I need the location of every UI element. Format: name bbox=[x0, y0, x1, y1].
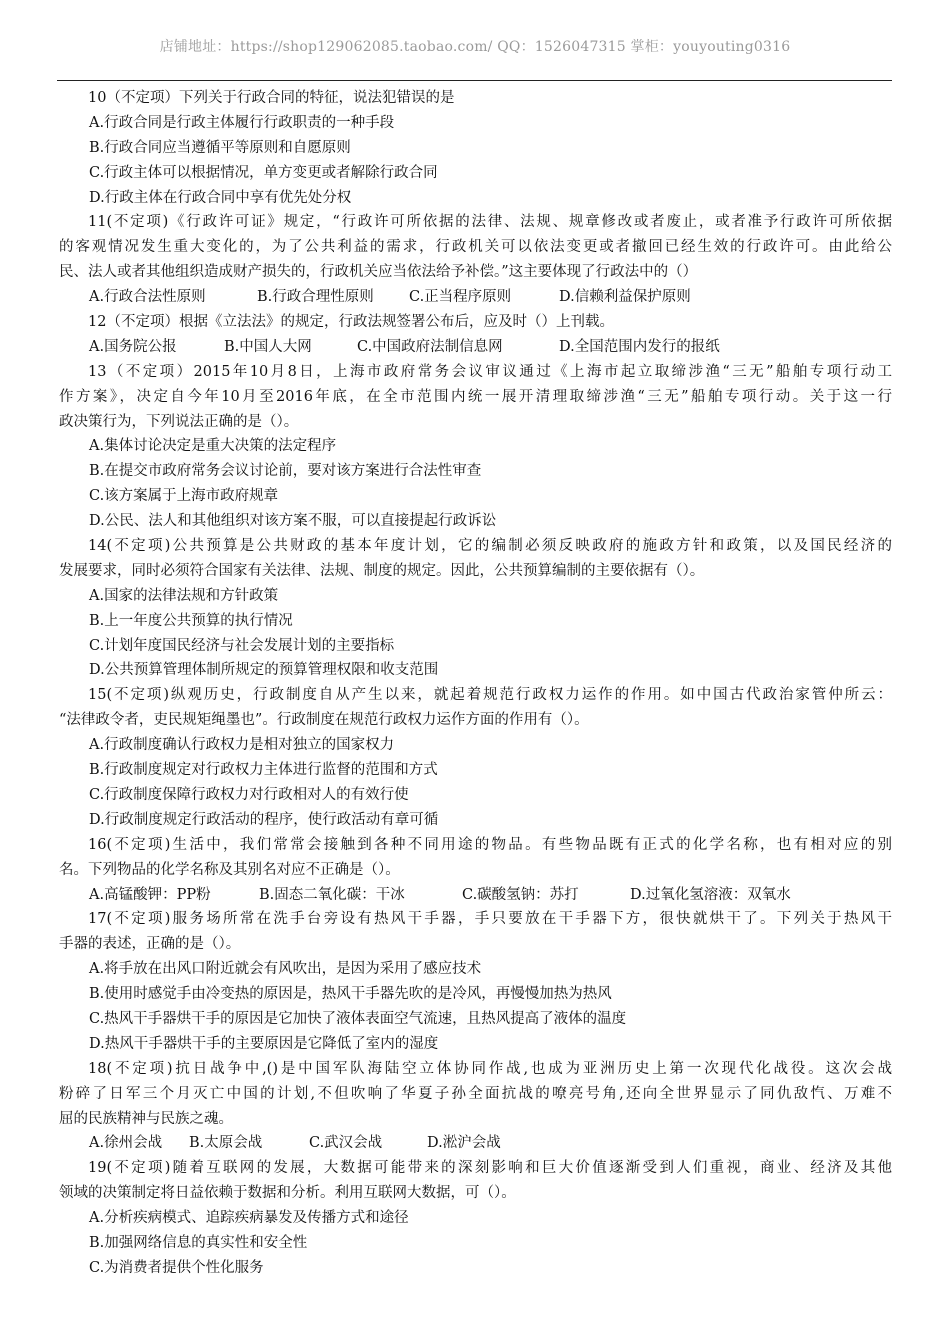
question-18-options bbox=[59, 1131, 892, 1156]
question-14-option-a: A.国家的法律法规和方针政策 bbox=[89, 587, 279, 604]
question-15-option-d: D.行政制度规定行政活动的程序，使行政活动有章可循 bbox=[89, 811, 439, 828]
question-16-option-b: B.固态二氧化碳：干冰 bbox=[259, 886, 405, 903]
question-11-option-d: D.信赖利益保护原则 bbox=[559, 289, 691, 306]
question-14-option-b: B.上一年度公共预算的执行情况 bbox=[89, 612, 293, 629]
question-14-option-c: C.计划年度国民经济与社会发展计划的主要指标 bbox=[89, 637, 395, 654]
question-15-option-a: A.行政制度确认行政权力是相对独立的国家权力 bbox=[89, 737, 395, 754]
question-12-option-c: C.中国政府法制信息网 bbox=[357, 338, 503, 355]
question-11-option-c: C.正当程序原则 bbox=[409, 289, 512, 306]
question-16-option-a: A.高锰酸钾：PP粉 bbox=[89, 886, 211, 903]
question-18-stem-line-3: 屈的民族精神与民族之魂。 bbox=[59, 1110, 233, 1127]
question-10-option-c: C.行政主体可以根据情况，单方变更或者解除行政合同 bbox=[89, 164, 438, 181]
question-list bbox=[59, 86, 892, 1281]
question-13-option-b: B.在提交市政府常务会议讨论前，要对该方案进行合法性审查 bbox=[89, 463, 482, 480]
question-18-option-b: B.太原会战 bbox=[189, 1135, 263, 1152]
question-15-stem-line-1: 15(不定项)纵观历史，行政制度自从产生以来，就起着规范行政权力运作的作用。如中国古代政治家管仲所云： bbox=[88, 687, 892, 704]
question-17-stem-line-1: 17(不定项)服务场所常在洗手台旁设有热风干手器，手只要放在干手器下方，很快就烘干了。下列关于热风干 bbox=[88, 911, 892, 928]
question-19-option-c: C.为消费者提供个性化服务 bbox=[89, 1259, 264, 1276]
question-10-option-d: D.行政主体在行政合同中享有优先处分权 bbox=[89, 189, 352, 206]
question-11-option-a: A.行政合法性原则 bbox=[89, 289, 206, 306]
question-11-options bbox=[59, 285, 892, 310]
question-16-options bbox=[59, 883, 892, 908]
question-16-option-d: D.过氧化氢溶液：双氧水 bbox=[630, 886, 791, 903]
question-17-option-b: B.使用时感觉手由冷变热的原因是，热风干手器先吹的是冷风，再慢慢加热为热风 bbox=[89, 986, 612, 1003]
question-17-option-c: C.热风干手器烘干手的原因是它加快了液体表面空气流速，且热风提高了液体的温度 bbox=[89, 1010, 627, 1027]
question-14-option-d: D.公共预算管理体制所规定的预算管理权限和收支范围 bbox=[89, 662, 439, 679]
question-12-option-d: D.全国范围内发行的报纸 bbox=[559, 338, 720, 355]
question-12-stem: 12（不定项）根据《立法法》的规定，行政法规签署公布后，应及时（）上刊载。 bbox=[88, 314, 614, 331]
question-18-option-d: D.淞沪会战 bbox=[427, 1135, 501, 1152]
page-header: 店铺地址：https://shop129062085.taobao.com/ QQ：1526047315 掌柜：youyouting0316 bbox=[159, 39, 791, 55]
question-18-stem-line-1: 18(不定项)抗日战争中,()是中国军队海陆空立体协同作战,也成为亚洲历史上第一次现代化战役。这次会战 bbox=[88, 1060, 892, 1077]
question-17-stem-line-2: 手器的表述，正确的是（）。 bbox=[59, 936, 241, 953]
question-11-option-b: B.行政合理性原则 bbox=[257, 289, 374, 306]
question-12-options bbox=[59, 335, 892, 360]
question-11-stem-line-3: 民、法人或者其他组织造成财产损失的，行政机关应当依法给予补偿。”这主要体现了行政法中的（） bbox=[59, 264, 698, 281]
question-11-stem-line-2: 的客观情况发生重大变化的，为了公共利益的需求，行政机关可以依法变更或者撤回已经生效的行政许可。由此给公 bbox=[59, 239, 892, 256]
question-19-option-a: A.分析疾病模式、追踪疾病暴发及传播方式和途径 bbox=[89, 1210, 409, 1227]
question-19-stem-line-1: 19(不定项)随着互联网的发展，大数据可能带来的深刻影响和巨大价值逐渐受到人们重视，商业、经济及其他 bbox=[88, 1160, 892, 1177]
question-13-stem-line-3: 政决策行为，下列说法正确的是（）。 bbox=[59, 413, 299, 430]
question-15-option-b: B.行政制度规定对行政权力主体进行监督的范围和方式 bbox=[89, 762, 438, 779]
question-18-stem-line-2: 粉碎了日军三个月灭亡中国的计划,不但吹响了华夏子孙全面抗战的嘹亮号角,还向全世界显示了同仇敌忾、万难不 bbox=[59, 1085, 892, 1102]
question-13-option-a: A.集体讨论决定是重大决策的法定程序 bbox=[89, 438, 337, 455]
question-14-stem-line-1: 14(不定项)公共预算是公共财政的基本年度计划，它的编制必须反映政府的施政方针和政策，以及国民经济的 bbox=[88, 538, 892, 555]
question-15-option-c: C.行政制度保障行政权力对行政相对人的有效行使 bbox=[89, 786, 409, 803]
question-15-stem-line-2: “法律政令者，吏民规矩绳墨也”。行政制度在规范行政权力运作方面的作用有（）。 bbox=[59, 712, 589, 729]
question-17-option-d: D.热风干手器烘干手的主要原因是它降低了室内的湿度 bbox=[89, 1035, 439, 1052]
question-13-stem-line-2: 作方案》，决定自今年10月至2016年底，在全市范围内统一展开清理取缔涉渔“三无”船舶专项行动。关于这一行 bbox=[59, 388, 892, 405]
question-13-option-d: D.公民、法人和其他组织对该方案不服，可以直接提起行政诉讼 bbox=[89, 513, 497, 530]
question-10-stem: 10（不定项）下列关于行政合同的特征，说法犯错误的是 bbox=[88, 90, 455, 106]
question-16-stem-line-1: 16(不定项)生活中，我们常常会接触到各种不同用途的物品。有些物品既有正式的化学名称，也有相对应的别 bbox=[88, 836, 892, 853]
question-14-stem-line-2: 发展要求，同时必须符合国家有关法律、法规、制度的规定。因此，公共预算编制的主要依据有（）。 bbox=[59, 562, 705, 579]
question-16-stem-line-2: 名。下列物品的化学名称及其别名对应不正确是（）。 bbox=[59, 861, 400, 878]
question-18-option-c: C.武汉会战 bbox=[309, 1135, 383, 1152]
question-19-option-b: B.加强网络信息的真实性和安全性 bbox=[89, 1234, 308, 1251]
question-19-stem-line-2: 领域的决策制定将日益依赖于数据和分析。利用互联网大数据，可（）。 bbox=[59, 1185, 516, 1202]
header-divider bbox=[57, 80, 892, 81]
question-13-option-c: C.该方案属于上海市政府规章 bbox=[89, 488, 279, 505]
question-13-stem-line-1: 13（不定项）2015年10月8日，上海市政府常务会议审议通过《上海市起立取缔涉渔“三无”船舶专项行动工 bbox=[88, 363, 892, 380]
question-18-option-a: A.徐州会战 bbox=[89, 1135, 163, 1152]
question-17-option-a: A.将手放在出风口附近就会有风吹出，是因为采用了感应技术 bbox=[89, 961, 482, 978]
question-12-option-a: A.国务院公报 bbox=[89, 338, 177, 355]
question-11-stem-line-1: 11(不定项)《行政许可证》规定，“行政许可所依据的法律、法规、规章修改或者废止，或者准予行政许可所依据 bbox=[88, 214, 892, 231]
question-12-option-b: B.中国人大网 bbox=[224, 338, 312, 355]
question-10-option-a: A.行政合同是行政主体履行行政职责的一种手段 bbox=[89, 114, 395, 131]
question-16-option-c: C.碳酸氢钠：苏打 bbox=[462, 886, 579, 903]
question-10-option-b: B.行政合同应当遵循平等原则和自愿原则 bbox=[89, 139, 351, 156]
